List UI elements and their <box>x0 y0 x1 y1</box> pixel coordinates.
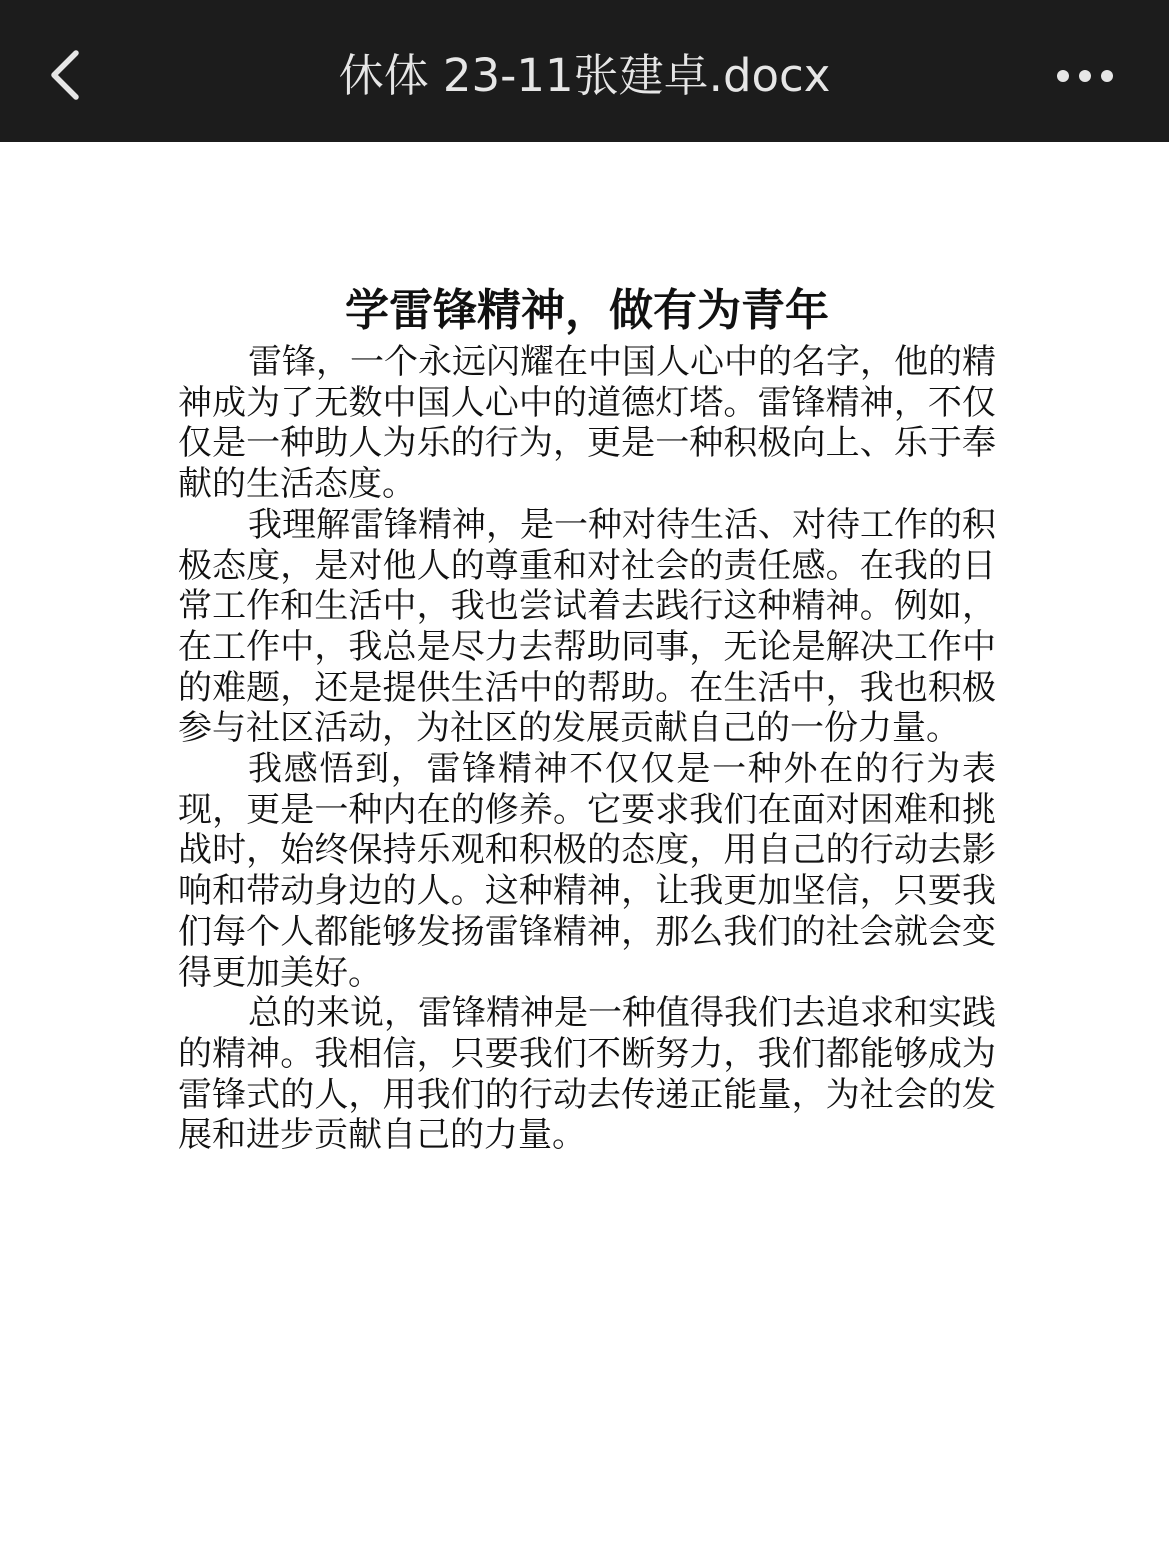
paragraph: 我感悟到，雷锋精神不仅仅是一种外在的行为表现，更是一种内在的修养。它要求我们在面对困难和挑战时，始终保持乐观和积极的态度，用自己的行动去影响和带动身边的人。这种精神，让我更加坚信，只要我们每个人都能够发扬雷锋精神，那么我们的社会就会变得更加美好。 <box>178 749 996 993</box>
back-button[interactable] <box>30 40 100 110</box>
top-navigation-bar <box>0 0 1169 142</box>
more-options-button[interactable] <box>1050 56 1120 96</box>
document-filename-title: 休体 23-11张建卓.docx <box>338 49 831 102</box>
document-title: 学雷锋精神，做有为青年 <box>345 285 829 336</box>
document-content <box>178 282 996 1156</box>
paragraph: 总的来说，雷锋精神是一种值得我们去追求和实践的精神。我相信，只要我们不断努力，我们都能够成为雷锋式的人，用我们的行动去传递正能量，为社会的发展和进步贡献自己的力量。 <box>178 993 996 1156</box>
paragraph: 我理解雷锋精神，是一种对待生活、对待工作的积极态度，是对他人的尊重和对社会的责任感。在我的日常工作和生活中，我也尝试着去践行这种精神。例如，在工作中，我总是尽力去帮助同事，无论是解决工作中的难题，还是提供生活中的帮助。在生活中，我也积极参与社区活动，为社区的发展贡献自己的一份力量。 <box>178 504 996 749</box>
chevron-left-icon <box>30 40 100 110</box>
more-horizontal-icon <box>1050 56 1120 96</box>
paragraph: 雷锋，一个永远闪耀在中国人心中的名字，他的精神成为了无数中国人心中的道德灯塔。雷锋精神，不仅仅是一种助人为乐的行为，更是一种积极向上、乐于奉献的生活态度。 <box>178 342 996 505</box>
